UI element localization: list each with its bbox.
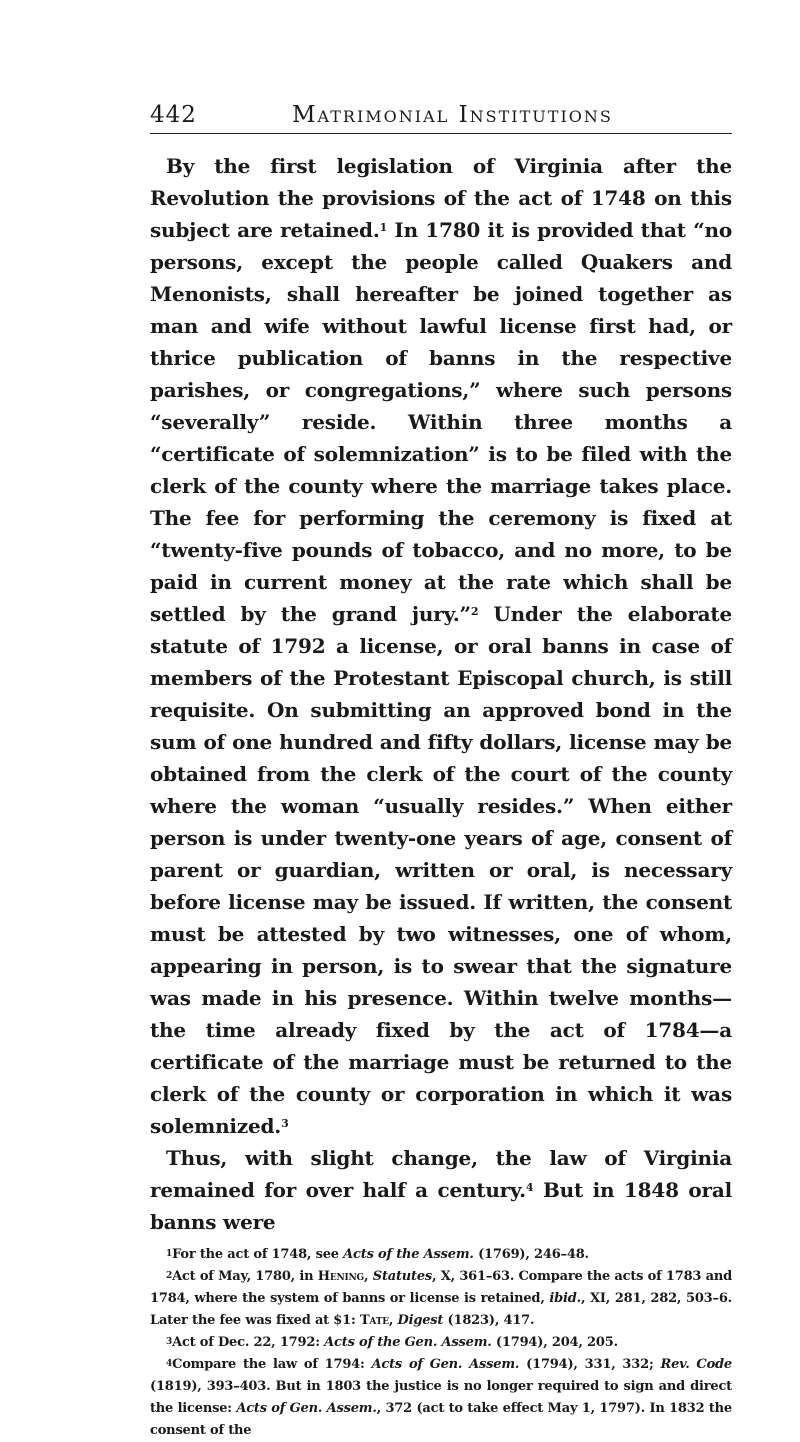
citation-title: Rev. Code	[660, 1357, 732, 1372]
book-page	[150, 100, 733, 1442]
citation-title: Statutes	[372, 1269, 433, 1284]
footnote-mark: 3	[166, 1337, 173, 1347]
text-span: (1794), 331, 332;	[519, 1357, 661, 1372]
citation-title: Acts of the Gen. Assem.	[324, 1335, 492, 1350]
text-span: Thus, with slight change, the law of Virginia remained for over half a century.	[150, 1146, 732, 1202]
text-span: (1794), 204, 205.	[491, 1335, 618, 1350]
text-span: ,	[388, 1313, 398, 1328]
text-span: , X, 361–63. Compare the acts of 1783 and 1784, where the system of banns or license is retained,	[150, 1269, 733, 1306]
footnote-mark: 2	[166, 1271, 173, 1281]
citation-title: Digest	[397, 1313, 444, 1328]
citation-title: ibid.	[549, 1291, 581, 1306]
footnote-ref-2[interactable]: 2	[470, 605, 479, 618]
text-span: , 372 (act to take effect May 1, 1797). In 1832 the consent of the	[150, 1401, 732, 1438]
footnotes	[150, 1244, 732, 1442]
text-span: Under the elaborate statute of 1792 a license, or oral banns in case of members of the Protestant Episcopal church, is still requisite. On submitting an approved bond in the sum of one hundred and fifty dollars, license may be obtained from the clerk of the court of the county where the woman “usually resides.” When either person is under twenty-one years of age, consent of parent or guardian, written or oral, is necessary before license may be issued. If written, the consent must be attested by two witnesses, one of whom, appearing in person, is to swear that the signature was made in his presence. Within twelve months—the time already fixed by the act of 1784—a certificate of the marriage must be returned to the clerk of the county or corporation in which it was solemnized.	[150, 602, 732, 1138]
footnote-ref-1[interactable]: 1	[379, 221, 388, 234]
text-span: By the first legislation of Virginia after the Revolution the provisions of the act of 1748 on this subject are retained.	[150, 154, 732, 242]
footnote-1	[150, 1244, 732, 1266]
text-span: In 1780 it is provided that “no persons, except the people called Quakers and Menonists, shall hereafter be joined together as man and wife without lawful license first had, or thrice publication of banns in the respective parishes, or congregations,” where such persons “severally” reside. Within three months a “certificate of solemnization” is to be filed with the clerk of the county where the marriage takes place. The fee for performing the ceremony is fixed at “twenty-five pounds of tobacco, and no more, to be paid in current money at the rate which shall be settled by the grand jury.”	[150, 218, 732, 626]
author-name: Tate	[359, 1313, 389, 1328]
text-span: ,	[364, 1269, 373, 1284]
footnote-2	[150, 1266, 732, 1332]
footnote-3	[150, 1332, 732, 1354]
citation-title: Acts of Gen. Assem.	[371, 1357, 520, 1372]
citation-title: Acts of Gen. Assem.	[236, 1401, 377, 1416]
citation-title: Acts of the Assem.	[343, 1247, 474, 1262]
main-text	[150, 150, 732, 1238]
text-span: Compare the law of 1794:	[172, 1357, 372, 1372]
footnote-ref-3[interactable]: 3	[281, 1117, 289, 1130]
text-span: But in 1848 oral banns were	[150, 1178, 733, 1234]
running-title: Matrimonial Institutions	[292, 102, 613, 128]
header-rule	[150, 133, 732, 134]
running-head	[150, 100, 710, 136]
text-span: Act of May, 1780, in	[172, 1269, 318, 1284]
footnote-mark: 4	[166, 1359, 173, 1369]
paragraph-1	[150, 150, 732, 1142]
text-span: Act of Dec. 22, 1792:	[172, 1335, 325, 1350]
author-name: Hening	[317, 1269, 365, 1284]
text-span: (1819), 393–403. But in 1803 the justice is no longer required to sign and direct the license:	[150, 1379, 732, 1416]
footnote-ref-4[interactable]: 4	[525, 1181, 534, 1194]
footnote-4	[150, 1354, 732, 1442]
text-span: , XI, 281, 282, 503–6. Later the fee was fixed at $1:	[150, 1291, 732, 1328]
page-number: 442	[150, 102, 197, 128]
footnote-mark: 1	[166, 1249, 173, 1259]
paragraph-2	[150, 1142, 732, 1238]
text-span: (1769), 246–48.	[473, 1247, 589, 1262]
text-span: For the act of 1748, see	[172, 1247, 344, 1262]
text-span: (1823), 417.	[443, 1313, 535, 1328]
